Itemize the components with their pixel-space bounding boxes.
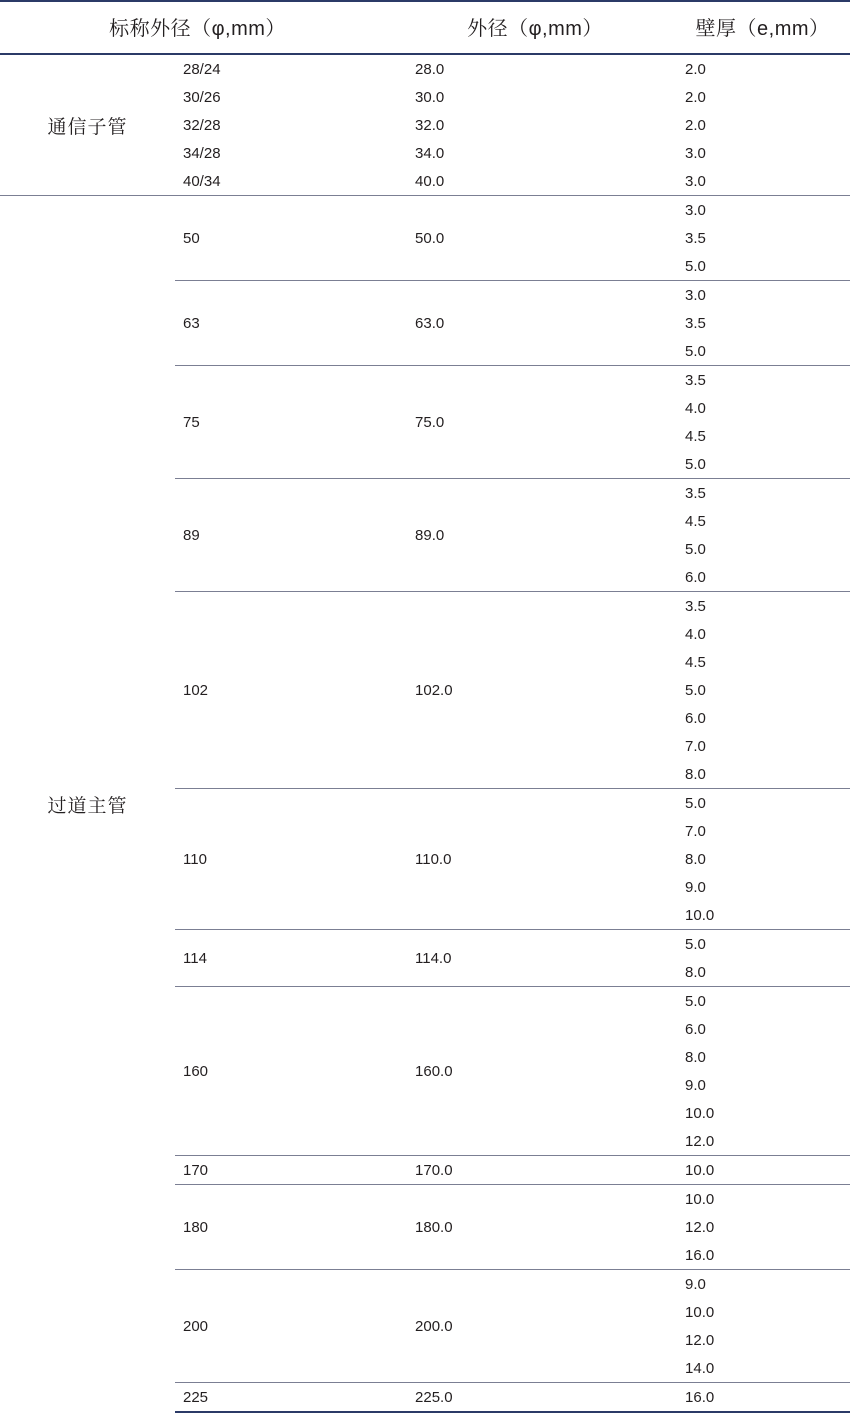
header-wall-thickness: 壁厚（e,mm）: [695, 18, 830, 40]
nominal-diameter-cell: 34/28: [183, 144, 221, 162]
wall-thickness-cell: 9.0: [685, 1275, 706, 1293]
outer-diameter-cell: 63.0: [395, 281, 675, 366]
outer-diameter-cell: 40.0: [395, 167, 675, 196]
wall-thickness-cell: 3.5: [685, 314, 706, 332]
group-label: 通信子管: [0, 54, 175, 196]
wall-thickness-cell: 3.5: [685, 597, 706, 615]
wall-thickness-cell: 5.0: [685, 992, 706, 1010]
nominal-diameter-cell: 102: [175, 592, 395, 789]
nominal-diameter-cell: 110: [175, 789, 395, 930]
outer-diameter-cell: 28.0: [415, 60, 445, 78]
outer-diameter-cell: 32.0: [415, 116, 445, 134]
nominal-diameter-cell: 89: [175, 479, 395, 592]
wall-thickness-cell: 3.0: [685, 201, 706, 219]
wall-thickness-cell: 2.0: [685, 116, 706, 134]
nominal-diameter-cell: 180: [175, 1185, 395, 1270]
outer-diameter-cell: 89.0: [395, 479, 675, 592]
nominal-diameter-cell: 225: [175, 1383, 395, 1413]
wall-thickness-cell: 10.0: [675, 1156, 850, 1185]
wall-thickness-cell: 8.0: [675, 958, 850, 987]
nominal-diameter-cell: 170: [175, 1156, 395, 1185]
wall-thickness-cell: 10.0: [685, 1303, 715, 1321]
group-label: 过道主管: [47, 795, 128, 817]
wall-thickness-cell: 3.5: [685, 371, 706, 389]
nominal-diameter-cell: 40/34: [175, 167, 395, 196]
table-body: [0, 54, 850, 1412]
wall-thickness-cell: 5.0: [685, 935, 706, 953]
wall-thickness-cell: 5.0: [685, 794, 706, 812]
wall-thickness-cell: 9.0: [685, 878, 706, 896]
nominal-diameter-cell: 28/24: [183, 60, 221, 78]
nominal-diameter-cell: 160: [175, 987, 395, 1156]
header-outer-diameter: 外径（φ,mm）: [467, 18, 603, 40]
outer-diameter-cell: 180.0: [395, 1185, 675, 1270]
wall-thickness-cell: 5.0: [675, 337, 850, 366]
wall-thickness-cell: 7.0: [685, 737, 706, 755]
outer-diameter-cell: 170.0: [395, 1156, 675, 1185]
wall-thickness-cell: 6.0: [685, 709, 706, 727]
wall-thickness-cell: 4.5: [685, 427, 706, 445]
wall-thickness-cell: 5.0: [675, 450, 850, 479]
outer-diameter-cell: 30.0: [415, 88, 445, 106]
wall-thickness-cell: 16.0: [675, 1241, 850, 1270]
wall-thickness-cell: 3.5: [685, 484, 706, 502]
nominal-diameter-cell: 75: [175, 366, 395, 479]
wall-thickness-cell: 6.0: [675, 563, 850, 592]
wall-thickness-cell: 5.0: [685, 681, 706, 699]
nominal-diameter-cell: 50: [175, 196, 395, 281]
wall-thickness-cell: 12.0: [675, 1127, 850, 1156]
wall-thickness-cell: 9.0: [685, 1076, 706, 1094]
wall-thickness-cell: 4.0: [685, 625, 706, 643]
wall-thickness-cell: 10.0: [685, 1190, 715, 1208]
outer-diameter-cell: 200.0: [395, 1270, 675, 1383]
wall-thickness-cell: 12.0: [685, 1218, 715, 1236]
wall-thickness-cell: 2.0: [685, 88, 706, 106]
nominal-diameter-cell: 32/28: [183, 116, 221, 134]
wall-thickness-cell: 7.0: [685, 822, 706, 840]
nominal-diameter-cell: 63: [175, 281, 395, 366]
table-row: [0, 54, 850, 83]
wall-thickness-cell: 3.0: [675, 167, 850, 196]
table-row: [0, 196, 850, 225]
outer-diameter-cell: 34.0: [415, 144, 445, 162]
wall-thickness-cell: 3.0: [685, 144, 706, 162]
wall-thickness-cell: 16.0: [675, 1383, 850, 1413]
wall-thickness-cell: 5.0: [685, 540, 706, 558]
outer-diameter-cell: 160.0: [395, 987, 675, 1156]
wall-thickness-cell: 14.0: [675, 1354, 850, 1383]
nominal-diameter-cell: 30/26: [183, 88, 221, 106]
wall-thickness-cell: 3.0: [685, 286, 706, 304]
header-nominal-diameter: 标称外径（φ,mm）: [109, 18, 286, 40]
wall-thickness-cell: 4.5: [685, 653, 706, 671]
wall-thickness-cell: 10.0: [675, 901, 850, 930]
nominal-diameter-cell: 114: [175, 930, 395, 987]
wall-thickness-cell: 8.0: [685, 850, 706, 868]
wall-thickness-cell: 8.0: [675, 760, 850, 789]
table-header-row: [0, 1, 850, 54]
wall-thickness-cell: 3.5: [685, 229, 706, 247]
wall-thickness-cell: 4.0: [685, 399, 706, 417]
wall-thickness-cell: 4.5: [685, 512, 706, 530]
table-header: [0, 1, 850, 54]
outer-diameter-cell: 114.0: [395, 930, 675, 987]
wall-thickness-cell: 8.0: [685, 1048, 706, 1066]
wall-thickness-cell: 2.0: [685, 60, 706, 78]
wall-thickness-cell: 6.0: [685, 1020, 706, 1038]
wall-thickness-cell: 12.0: [685, 1331, 715, 1349]
wall-thickness-cell: 5.0: [675, 252, 850, 281]
nominal-diameter-cell: 200: [175, 1270, 395, 1383]
outer-diameter-cell: 110.0: [395, 789, 675, 930]
outer-diameter-cell: 102.0: [395, 592, 675, 789]
outer-diameter-cell: 225.0: [395, 1383, 675, 1413]
outer-diameter-cell: 75.0: [395, 366, 675, 479]
outer-diameter-cell: 50.0: [395, 196, 675, 281]
wall-thickness-cell: 10.0: [685, 1104, 715, 1122]
